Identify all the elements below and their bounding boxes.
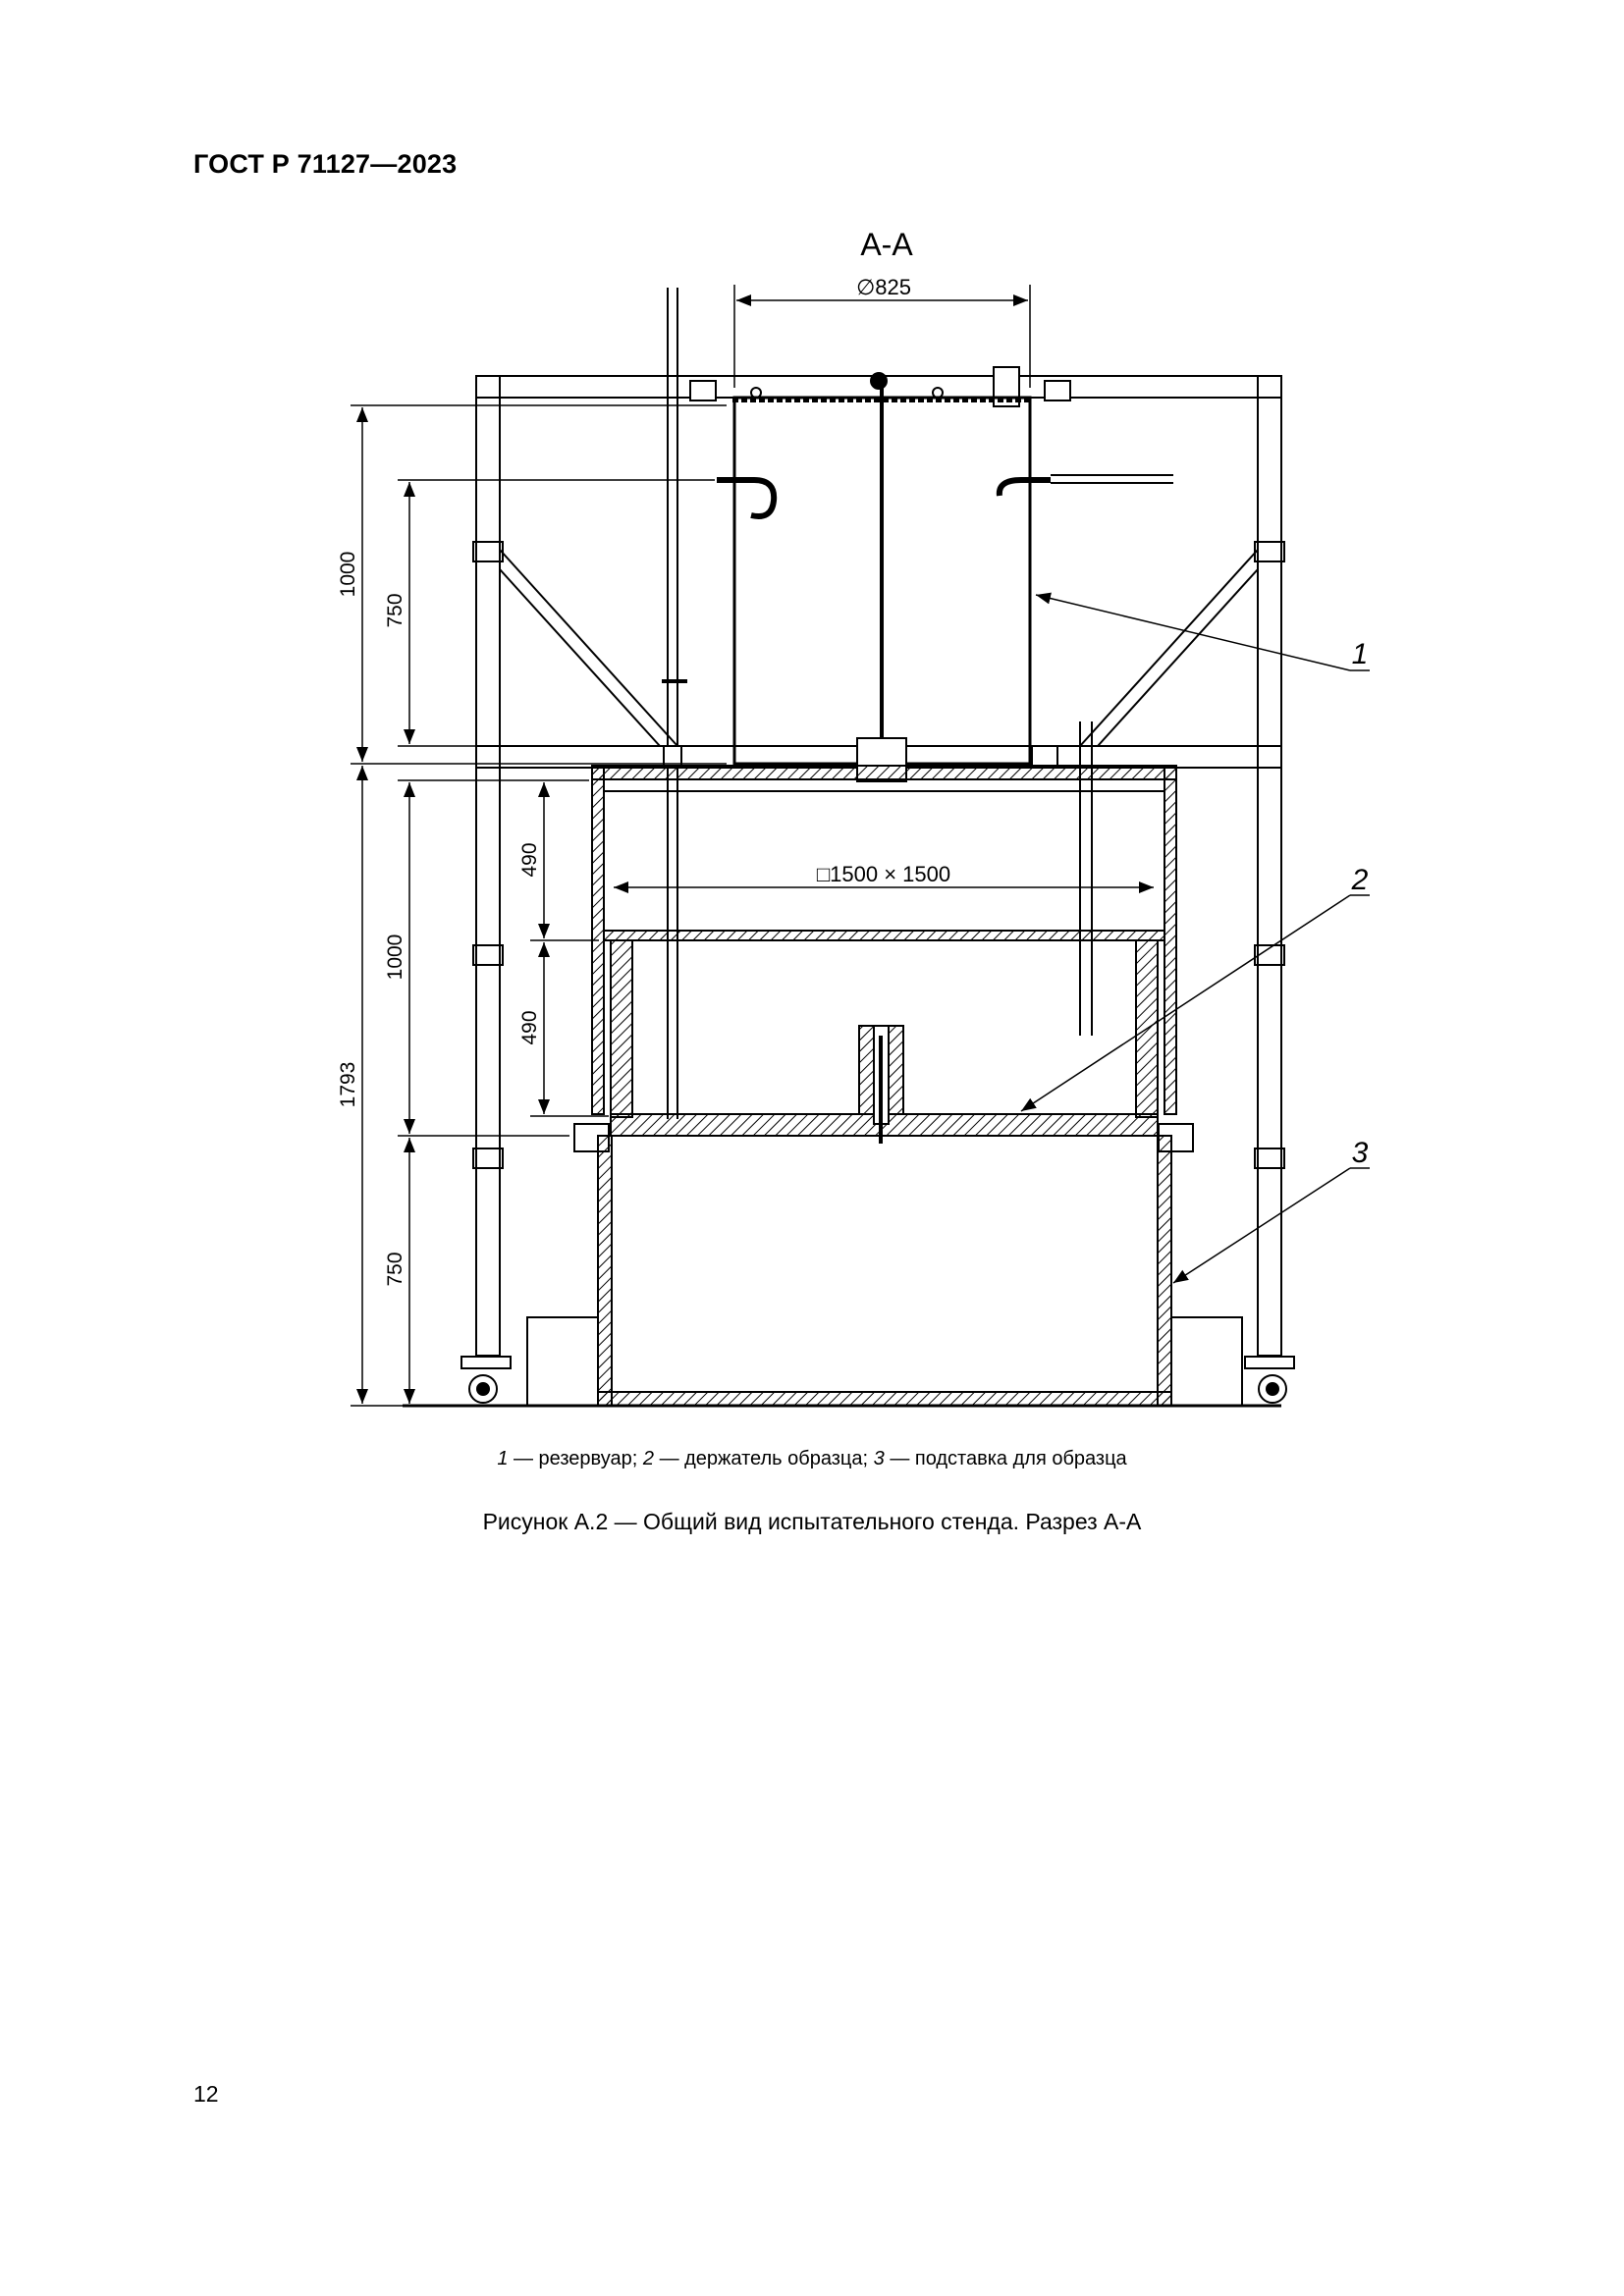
dim-diameter: ∅825 <box>856 275 911 299</box>
rods <box>662 288 1092 1119</box>
dim-left-outer-top: 1000 <box>337 551 359 598</box>
dim-square: □1500 × 1500 <box>816 862 951 886</box>
document-header: ГОСТ Р 71127—2023 <box>193 149 458 179</box>
legend-text-1: — резервуар; <box>514 1448 638 1469</box>
dim-holder-upper: 490 <box>518 842 541 878</box>
dim-left-inner-mid: 1000 <box>384 934 406 981</box>
reservoir <box>717 383 1173 781</box>
page-number: 12 <box>193 2081 219 2107</box>
legend-num-3: 3 <box>873 1448 885 1469</box>
dim-left-outer-bottom: 1793 <box>337 1061 359 1108</box>
sample-stand <box>403 1136 1281 1406</box>
callout-1: 1 <box>1351 638 1369 670</box>
legend-text-3: — подставка для образца <box>890 1448 1127 1469</box>
callout-2: 2 <box>1351 864 1369 896</box>
dim-left-inner-top: 750 <box>384 593 406 628</box>
dimension-lines <box>351 285 1154 1406</box>
dim-left-inner-bottom: 750 <box>384 1252 406 1287</box>
dim-holder-lower: 490 <box>518 1010 541 1045</box>
legend-text-2: — держатель образца; <box>659 1448 869 1469</box>
callout-3: 3 <box>1351 1137 1369 1169</box>
legend-num-1: 1 <box>497 1448 509 1469</box>
legend-num-2: 2 <box>642 1448 655 1469</box>
figure-caption: Рисунок А.2 — Общий вид испытательного стенда. Разрез А-А <box>482 1509 1142 1534</box>
section-label: А-А <box>860 227 913 262</box>
figure-legend <box>0 1448 1624 1470</box>
